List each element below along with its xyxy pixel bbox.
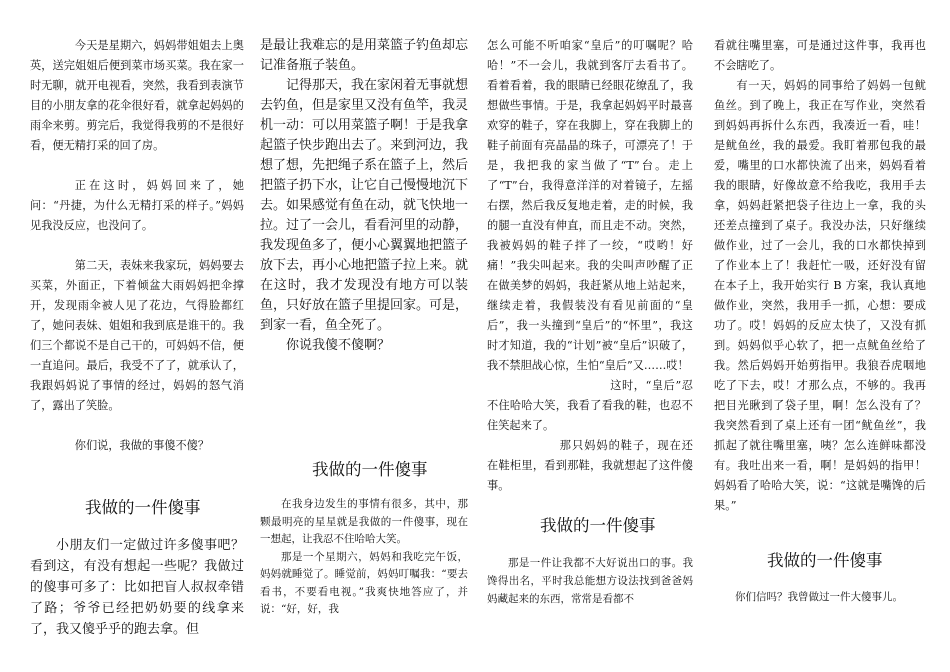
paragraph: 这时，“皇后”忍不住哈哈大笑，我看了看我的鞋，也忍不住笑起来了。 [487, 379, 693, 432]
paragraph: 正在这时，妈妈回来了，她问：“丹捷，为什么无精打采的样子。”妈妈见我没反应，也没问了。 [30, 179, 244, 232]
essay-2-intro [260, 496, 468, 619]
column-1-text [30, 36, 244, 456]
paragraph: 怎么可能不听咱家“皇后”的叮嘱呢？哈哈！”不一会儿，我就到客厅去看书了。看着看着，我的眼睛已经眼花缭乱了，我想做些事情。于是，我拿起妈妈平时最喜欢穿的鞋子，穿在我脚上，穿在我脚上的鞋子前面有亮晶晶的珠子，可漂亮了！于是，我把我的家当做了“T”台。走上了“T”台，我得意洋洋的对着镜子，左摇右摆，然后我反复地走着，走的时候，我的腿一直没有伸直，而且走不动。突然，我被妈妈的鞋子拌了一绞，“哎哟！好痛！”我尖叫起来。我的尖叫声吵醒了正在做美梦的妈妈，我赶紧从地上站起来，继续走着，我假装没有看见前面的“皇后”，我一头撞到“皇后”的“怀里”，我这时才知道，我的“计划”被“皇后”识破了，我不禁胆战心惊，生怕“皇后”又……哎！ [487, 39, 693, 372]
paragraph: 记得那天，我在家闲着无事就想去钓鱼，但是家里又没有鱼竿，我灵机一动：可以用菜篮子啊！于是我拿起篮子快步跑出去了。来到河边，我想了想，先把绳子系在篮子上，然后把篮子扔下水，让它自己慢慢地沉下去。如果感觉有鱼在动，就飞快地一拉。过了一会儿，看看河里的动静，我发现鱼多了，便小心翼翼地把篮子放下去，再小心地把篮子拉上来。就在这时，我才发现没有地方可以装鱼，只好放在篮子里提回家。可是，到家一看，鱼全死了。 [260, 78, 468, 333]
paragraph: 在我身边发生的事情有很多，其中，那颗最明亮的星星就是我做的一件傻事，现在一想起，让我忍不住哈哈大笑。 [260, 498, 468, 545]
paragraph: 那是一件让我都不大好说出口的事。我馋得出名，平时我总能想方设法找到爸爸妈妈藏起来的东西，常常是看都不 [487, 557, 693, 605]
column-4-text [714, 36, 926, 516]
essay-title: 我做的一件傻事 [312, 460, 428, 479]
essay-3-intro [487, 554, 693, 608]
paragraph: 第二天，表妹来我家玩，妈妈要去买菜，外面正，下着倾盆大雨妈妈把伞撑开，发现雨伞被人见了花边，气得脸都红了，她问表妹、姐姐和我到底是谁干的。我们三个都说不是自己干的，可妈妈不信，便一直追问。最后，我受不了了，就承认了，我跟妈妈说了事情的经过，妈妈的怒气消了，露出了笑脸。 [30, 259, 244, 412]
paragraph: 你们说，我做的事傻不傻？ [74, 439, 210, 452]
essay-4-intro [714, 588, 926, 606]
paragraph: 看就往嘴里塞，可是通过这件事，我再也不会瞎吃了。 [714, 39, 926, 72]
paragraph: 今天是星期六，妈妈带姐姐去上奥英，送完姐姐后便到菜市场买菜。我在家一时无聊，就开电视看，突然，我看到表演节目的小朋友拿的花伞很好看，就拿起妈妈的雨伞来剪。剪完后，我觉得我剪的不是很好看，便无精打采的回了房。 [30, 39, 244, 152]
essay-1-intro [30, 535, 244, 640]
paragraph: 你们信吗？我曾做过一件大傻事儿。 [735, 591, 903, 603]
essay-title: 我做的一件傻事 [85, 498, 201, 517]
paragraph: 小朋友们一定做过许多傻事吧？看到这，有没有想起一些呢？我做过的傻事可多了：比如把盲人叔叔牵错了路；爷爷已经把奶奶要的线拿来了，我又傻乎乎的跑去拿。但 [30, 538, 244, 637]
paragraph: 有一天，妈妈的同事给了妈妈一包鱿鱼丝。到了晚上，我正在写作业，突然看到妈妈再拆什么东西，我凑近一看，哇！是鱿鱼丝，我的最爱。我盯着那包我的最爱，嘴里的口水都快流了出来，妈妈看着我的眼睛，好像故意不给我吃，我用手去拿，妈妈赶紧把袋子往边上一拿，我的头还差点撞到了桌子。我没办法，只好继续做作业，过了一会儿，我的口水都快掉到了作业本上了！我赶忙一吸，还好没有留在本子上，我开始实行 B 方案，我认真地做作业，突然，我用手一抓，心想：要成功了。哎！妈妈的反应太快了，又没有抓到。妈妈似乎心软了，把一点鱿鱼丝给了我。然后妈妈开始剪指甲。我狼吞虎咽地吃了下去，哎！才那么点，不够的。我再把目光瞅到了袋子里，啊！怎么没有了？我突然看到了桌上还有一团“鱿鱼丝”，我抓起了就往嘴里塞，咦？怎么连鲜味都没有。我吐出来一看，啊！是妈妈的指甲！妈妈看了哈哈大笑，说：“这就是嘴馋的后果。” [714, 79, 926, 512]
paragraph: 是最让我难忘的是用菜篮子钓鱼却忘记准备瓶子装鱼。 [260, 38, 468, 73]
essay-title: 我做的一件傻事 [767, 551, 883, 570]
paragraph: 你说我傻不傻啊？ [286, 338, 391, 353]
column-3-text [487, 36, 693, 496]
column-2-text [260, 36, 468, 356]
paragraph: 那只妈妈的鞋子，现在还在鞋柜里，看到那鞋，我就想起了这件傻事。 [487, 439, 693, 492]
paragraph: 那是一个星期六，妈妈和我吃完午饭，妈妈就睡觉了。睡觉前，妈妈叮嘱我：“要去看书，不要看电视。”我爽快地答应了，并说：“好，好，我 [260, 550, 468, 615]
essay-title: 我做的一件傻事 [540, 516, 656, 535]
